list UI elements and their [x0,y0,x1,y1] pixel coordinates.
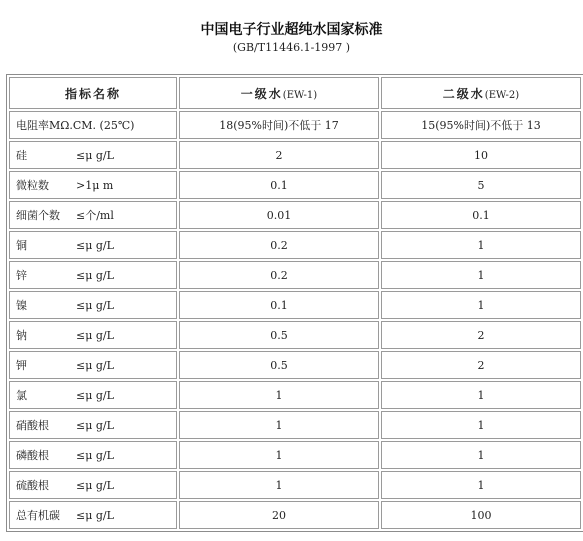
table-header [9,77,581,109]
item-name: 铜 [16,239,27,252]
item-unit: ≤μ g/L [76,329,114,342]
ew1-value: 1 [179,411,379,439]
item-cell [9,171,177,199]
table-row [9,261,581,289]
ew2-value: 0.1 [381,201,581,229]
ew1-value: 1 [179,471,379,499]
ew2-value: 2 [381,351,581,379]
table-row [9,501,581,529]
item-unit: ≤μ g/L [76,359,114,372]
item-cell [9,111,177,139]
header-grade2-label: 二级水 [442,86,485,101]
ew2-value: 15(95%时间)不低于 13 [381,111,581,139]
ew1-value: 0.2 [179,261,379,289]
document-title: 中国电子行业超纯水国家标准 [200,22,383,38]
table-row [9,231,581,259]
ew2-value: 1 [381,231,581,259]
ew1-value: 0.1 [179,291,379,319]
item-name: 总有机碳 [16,509,60,522]
ew2-value: 1 [381,411,581,439]
item-cell [9,441,177,469]
item-name: 硅 [16,149,27,162]
ew1-value: 2 [179,141,379,169]
ew2-value: 1 [381,261,581,289]
item-name: 锌 [16,269,27,282]
item-name: 氯 [16,389,27,402]
table-body [9,111,581,529]
table-row [9,351,581,379]
ew2-value: 1 [381,381,581,409]
table-row [9,411,581,439]
header-grade2-code: (EW-2) [484,89,520,101]
item-cell [9,381,177,409]
standard-table [6,74,583,532]
item-cell [9,471,177,499]
ew1-value: 1 [179,441,379,469]
item-cell [9,261,177,289]
item-unit: ≤μ g/L [76,269,114,282]
item-cell [9,231,177,259]
item-name: 磷酸根 [16,449,49,462]
document-subtitle: (GB/T11446.1-1997 ) [232,41,351,54]
header-row [9,77,581,109]
item-unit: ≤μ g/L [76,449,114,462]
ew2-value: 10 [381,141,581,169]
ew1-value: 18(95%时间)不低于 17 [179,111,379,139]
item-unit: ≤μ g/L [76,419,114,432]
item-cell [9,201,177,229]
table-row [9,291,581,319]
item-unit: ≤μ g/L [76,389,114,402]
item-unit: ≤个/ml [76,209,114,222]
ew1-value: 1 [179,381,379,409]
ew1-value: 0.1 [179,171,379,199]
item-cell [9,501,177,529]
item-name: 微粒数 [16,179,49,192]
header-grade2 [381,77,581,109]
table-row [9,141,581,169]
table-row [9,171,581,199]
ew1-value: 0.5 [179,351,379,379]
item-unit: ≤μ g/L [76,239,114,252]
item-name: 钠 [16,329,27,342]
item-cell [9,411,177,439]
ew1-value: 0.01 [179,201,379,229]
ew2-value: 2 [381,321,581,349]
ew2-value: 100 [381,501,581,529]
item-cell [9,351,177,379]
header-grade1-label: 一级水 [240,86,283,101]
item-unit: ≤μ g/L [76,509,114,522]
item-cell [9,291,177,319]
item-name: 细菌个数 [16,209,60,222]
table-row [9,381,581,409]
item-unit: MΩ.CM. (25℃) [49,119,135,132]
table-row [9,441,581,469]
ew2-value: 5 [381,171,581,199]
item-name: 硫酸根 [16,479,49,492]
table-row [9,321,581,349]
item-cell [9,141,177,169]
item-name: 镍 [16,299,27,312]
ew2-value: 1 [381,441,581,469]
ew1-value: 0.2 [179,231,379,259]
ew2-value: 1 [381,291,581,319]
table-row [9,111,581,139]
item-unit: ≤μ g/L [76,149,114,162]
ew2-value: 1 [381,471,581,499]
item-cell [9,321,177,349]
item-name: 硝酸根 [16,419,49,432]
item-unit: ≤μ g/L [76,299,114,312]
item-unit: >1μ m [76,179,114,192]
ew1-value: 0.5 [179,321,379,349]
ew1-value: 20 [179,501,379,529]
item-unit: ≤μ g/L [76,479,114,492]
header-item: 指标名称 [9,77,177,109]
item-name: 钾 [16,359,27,372]
header-grade1-code: (EW-1) [282,89,318,101]
table-row [9,201,581,229]
item-name: 电阻率 [16,119,49,132]
header-grade1 [179,77,379,109]
table-row [9,471,581,499]
